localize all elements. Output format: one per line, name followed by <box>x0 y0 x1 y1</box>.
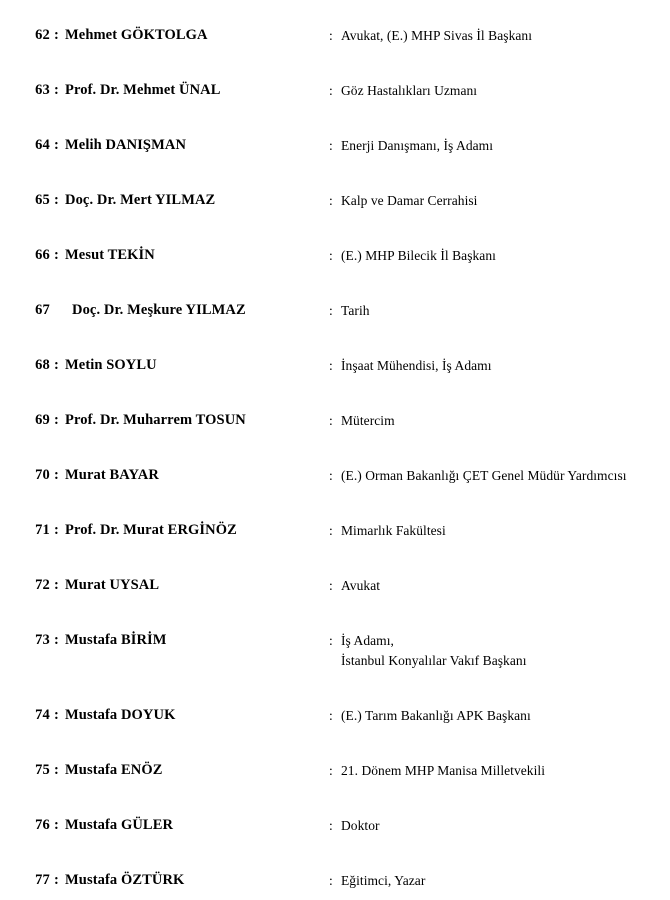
entry-description <box>341 521 667 541</box>
entry-description-separator: : <box>329 248 333 263</box>
entry-description-line: 21. Dönem MHP Manisa Milletvekili <box>341 763 546 778</box>
entry-number: 69 <box>35 412 50 428</box>
entry-description <box>341 26 667 46</box>
entry-name: Doç. Dr. Mert YILMAZ <box>65 192 216 208</box>
entry-description-separator: : <box>329 873 333 888</box>
entry-description-line: Mütercim <box>341 413 395 428</box>
entry-name: Murat UYSAL <box>65 577 160 593</box>
entry-number-separator: : <box>54 632 59 648</box>
entry-number: 63 <box>35 82 50 98</box>
entry-description <box>341 761 667 781</box>
entry-name: Mehmet GÖKTOLGA <box>65 27 208 43</box>
entry-number-separator: : <box>54 192 59 208</box>
entry-description <box>341 816 667 836</box>
entry-description-separator: : <box>329 708 333 723</box>
entry-number: 76 <box>35 817 50 833</box>
entry-description-separator: : <box>329 763 333 778</box>
entry-number: 71 <box>35 522 50 538</box>
entry-number-separator: : <box>54 872 59 888</box>
entry-description-separator: : <box>329 468 333 483</box>
entry-description-separator: : <box>329 303 333 318</box>
entry-name: Mustafa ÖZTÜRK <box>65 872 185 888</box>
entry-number: 77 <box>35 872 50 888</box>
entry-description-separator: : <box>329 28 333 43</box>
entry-number-separator: : <box>54 27 59 43</box>
entry-description-separator: : <box>329 358 333 373</box>
entry-number: 68 <box>35 357 50 373</box>
entry-number-separator: : <box>54 762 59 778</box>
entry-number-separator: : <box>54 467 59 483</box>
entry-description <box>341 706 667 726</box>
entry-description <box>341 871 667 891</box>
entry-description <box>341 411 667 431</box>
entry-number: 62 <box>35 27 50 43</box>
entry-description <box>341 301 667 321</box>
entry-description-line: Avukat, (E.) MHP Sivas İl Başkanı <box>341 28 533 43</box>
entry-description-separator: : <box>329 83 333 98</box>
entry-number-separator: : <box>54 247 59 263</box>
entry-description <box>341 136 667 156</box>
entry-number-separator: : <box>54 412 59 428</box>
entry-name: Prof. Dr. Murat ERGİNÖZ <box>65 522 237 538</box>
entry-description-line: İnşaat Mühendisi, İş Adamı <box>341 358 492 373</box>
entry-number: 65 <box>35 192 50 208</box>
entry-description-line: İstanbul Konyalılar Vakıf Başkanı <box>341 653 527 668</box>
entry-description <box>341 356 667 376</box>
entry-description-separator: : <box>329 633 333 648</box>
entry-description-separator: : <box>329 578 333 593</box>
entry-description <box>341 81 667 101</box>
entry-description-line: Tarih <box>341 303 370 318</box>
entry-number-separator: : <box>54 137 59 153</box>
entry-description-line: Kalp ve Damar Cerrahisi <box>341 193 478 208</box>
entry-name: Metin SOYLU <box>65 357 157 373</box>
entry-number-separator: : <box>54 707 59 723</box>
entry-description-line: (E.) MHP Bilecik İl Başkanı <box>341 248 496 263</box>
entry-description-separator: : <box>329 413 333 428</box>
entry-description-separator: : <box>329 138 333 153</box>
entry-description-separator: : <box>329 523 333 538</box>
entry-name: Mustafa DOYUK <box>65 707 176 723</box>
entry-description-separator: : <box>329 193 333 208</box>
entry-name: Prof. Dr. Mehmet ÜNAL <box>65 82 221 98</box>
entry-name: Doç. Dr. Meşkure YILMAZ <box>72 302 246 318</box>
entry-name: Prof. Dr. Muharrem TOSUN <box>65 412 246 428</box>
entry-description <box>341 246 667 266</box>
entry-description-line: Enerji Danışmanı, İş Adamı <box>341 138 494 153</box>
entry-description-line: Mimarlık Fakültesi <box>341 523 446 538</box>
entry-name: Mesut TEKİN <box>65 247 155 263</box>
entry-number: 73 <box>35 632 50 648</box>
entry-description <box>341 576 667 596</box>
entry-description-separator: : <box>329 818 333 833</box>
entry-description-line: (E.) Orman Bakanlığı ÇET Genel Müdür Yardımcısı <box>341 468 627 483</box>
entry-name: Murat BAYAR <box>65 467 159 483</box>
entry-name: Mustafa ENÖZ <box>65 762 163 778</box>
entry-number-separator: : <box>54 577 59 593</box>
entry-description-line: Eğitimci, Yazar <box>341 873 426 888</box>
entry-number: 72 <box>35 577 50 593</box>
entry-number-separator: : <box>54 82 59 98</box>
entry-number: 70 <box>35 467 50 483</box>
entry-number: 64 <box>35 137 50 153</box>
entry-description-line: (E.) Tarım Bakanlığı APK Başkanı <box>341 708 531 723</box>
entry-description <box>341 191 667 211</box>
entry-description <box>341 466 667 486</box>
entry-description-line: İş Adamı, <box>341 633 394 648</box>
entry-number-separator: : <box>54 357 59 373</box>
entry-description-line: Avukat <box>341 578 381 593</box>
entry-number: 67 <box>35 302 50 318</box>
entry-description-line: Doktor <box>341 818 380 833</box>
entry-name: Mustafa GÜLER <box>65 817 174 833</box>
entry-number-separator: : <box>54 522 59 538</box>
entry-number-separator: : <box>54 817 59 833</box>
entry-name: Melih DANIŞMAN <box>65 137 187 153</box>
entry-number: 66 <box>35 247 50 263</box>
entry-description-line: Göz Hastalıkları Uzmanı <box>341 83 478 98</box>
entry-name: Mustafa BİRİM <box>65 632 167 648</box>
entry-number: 75 <box>35 762 50 778</box>
entry-description <box>341 631 667 671</box>
entry-number: 74 <box>35 707 50 723</box>
